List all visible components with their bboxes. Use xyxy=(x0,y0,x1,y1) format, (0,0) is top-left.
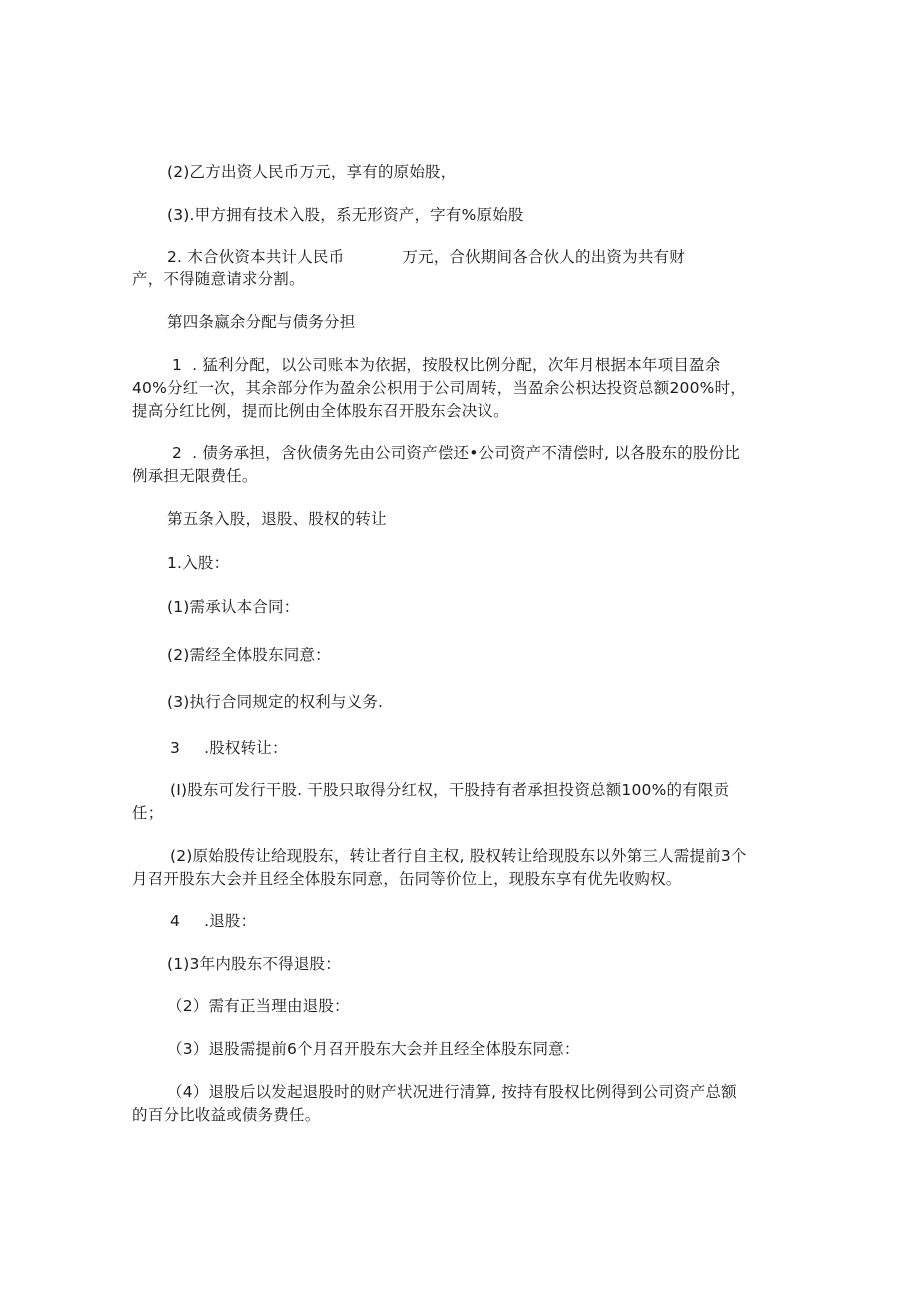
list-item-joining-3: (3)执行合同规定的权利与义务. xyxy=(167,693,384,711)
heading-article-4: 第四条嬴余分配与债务分担 xyxy=(167,313,356,331)
list-item-transfer-2: (2)原始股传让给现股东，转让者行自主权, 股权转让给现股东以外第三人需提前3个 xyxy=(170,847,747,865)
paragraph-debt-bearing-cont: 例承担无限费任。 xyxy=(132,467,258,485)
list-item-transfer-1-cont: 任； xyxy=(132,804,164,822)
paragraph-capital-party-a: (3).甲方拥有技术入股，系无形资产，字有%原始股 xyxy=(167,206,524,224)
heading-article-5: 第五条入股，退股、股权的转让 xyxy=(167,510,387,528)
profit-distribution-text: . 猛利分配，以公司账本为依据，按股权比例分配，次年月根据本年项目盈余 xyxy=(192,356,721,374)
paragraph-total-capital xyxy=(167,247,685,267)
item-number: 3 xyxy=(170,739,181,757)
paragraph-profit-distribution xyxy=(172,355,720,375)
list-item-transfer-1: (I)股东可发行干股. 干股只取得分红权，干股持有者承担投资总额100%的有限贡 xyxy=(170,781,730,799)
total-capital-text-a: 2. 木合伙资本共计人民币 xyxy=(167,248,345,266)
list-item-withdrawal-4-cont: 的百分比收益或债务费任。 xyxy=(132,1106,321,1124)
subheading-joining: 1.入股： xyxy=(167,554,230,572)
item-number: 2 xyxy=(172,444,183,462)
list-item-joining-1: (1)需承认本合同： xyxy=(167,598,300,616)
paragraph-profit-distribution-cont-1: 40%分红一次，其余部分作为盈余公枳用于公司周转，当盈余公枳达投资总额200%时， xyxy=(132,379,746,397)
list-item-withdrawal-1: (1)3年内股东不得退股： xyxy=(167,955,341,973)
paragraph-total-capital-cont: 产，不得随意请求分割。 xyxy=(132,270,305,288)
paragraph-profit-distribution-cont-2: 提高分红比例，提而比例由全体股东召开股东会决议。 xyxy=(132,402,509,420)
paragraph-debt-bearing xyxy=(172,443,740,463)
item-number: 4 xyxy=(170,912,181,930)
list-item-withdrawal-3: （3）退股需提前6个月召开股东大会并且经全体股东同意： xyxy=(167,1040,580,1058)
list-item-joining-2: (2)需经全体股东同意： xyxy=(167,646,331,664)
equity-transfer-text: .股权转让： xyxy=(204,739,288,757)
subheading-withdrawal xyxy=(170,911,256,931)
list-item-withdrawal-4: （4）退股后以发起退股时的财产状况进行清算, 按持有股权比例得到公司资产总额 xyxy=(167,1083,737,1101)
paragraph-capital-party-b: (2)乙方出资人民币万元，享有的原始股， xyxy=(167,163,457,181)
list-item-transfer-2-cont: 月召开股东大会并且经全体股东同意，缶同等价位上，现股东享有优先收购权。 xyxy=(132,870,682,888)
list-item-withdrawal-2: （2）需有正当理由退股： xyxy=(167,997,350,1015)
subheading-equity-transfer xyxy=(170,738,288,758)
withdrawal-text: .退股： xyxy=(204,912,257,930)
item-number: 1 xyxy=(172,356,183,374)
debt-bearing-text: . 债务承担，含伙债务先由公司资产偿还•公司资产不清偿时, 以各股东的股份比 xyxy=(192,444,741,462)
total-capital-text-b: 万元，合伙期间各合伙人的出资为共有财 xyxy=(402,248,685,266)
